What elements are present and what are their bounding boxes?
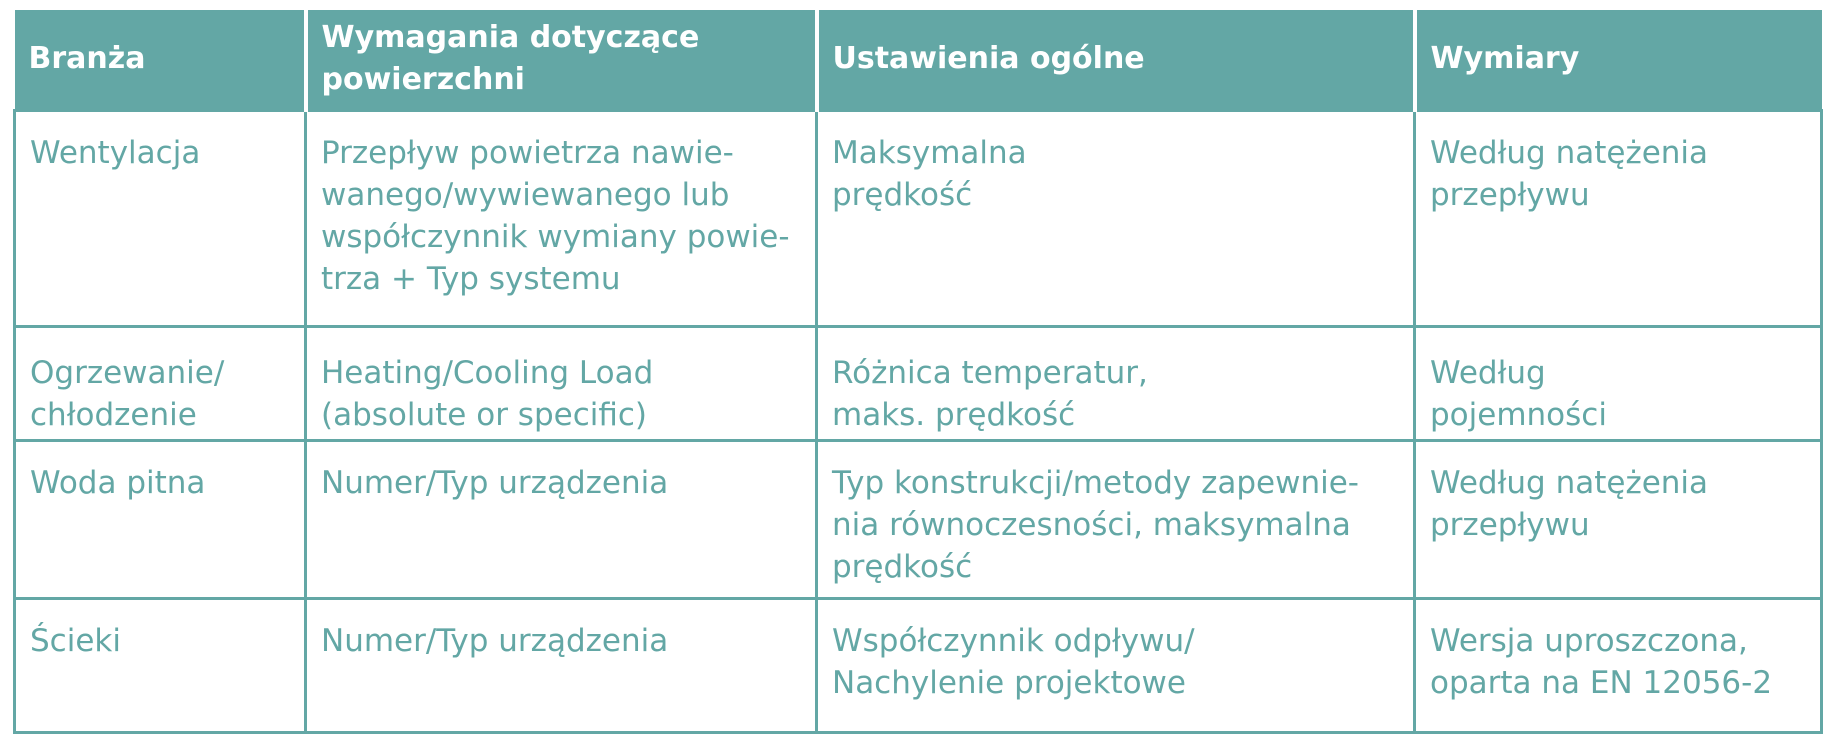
table-cell-branza: Ogrzewanie/ chłodzenie — [15, 326, 306, 440]
table-row — [15, 598, 1822, 732]
table-row — [15, 110, 1822, 326]
table-cell-wymiary: Według pojemności — [1415, 326, 1822, 440]
table-cell-wymagania: Numer/Typ urządzenia — [306, 440, 817, 598]
requirements-table-container — [13, 10, 1820, 734]
table-cell-wymagania: Przepływ powietrza nawie- wanego/wywiewanego lub współczynnik wymiany powie- trza + Typ systemu — [306, 110, 817, 326]
table-cell-ustawienia: Typ konstrukcji/metody zapewnie- nia równoczesności, maksymalna prędkość — [817, 440, 1415, 598]
column-header-ustawienia: Ustawienia ogólne — [817, 10, 1415, 110]
table-cell-wymiary: Według natężenia przepływu — [1415, 110, 1822, 326]
table-cell-ustawienia: Różnica temperatur, maks. prędkość — [817, 326, 1415, 440]
table-cell-branza: Woda pitna — [15, 440, 306, 598]
table-cell-wymagania: Numer/Typ urządzenia — [306, 598, 817, 732]
table-cell-ustawienia: Współczynnik odpływu/ Nachylenie projektowe — [817, 598, 1415, 732]
table-row — [15, 326, 1822, 440]
table-body — [15, 110, 1822, 732]
column-header-branza: Branża — [15, 10, 306, 110]
table-cell-ustawienia: Maksymalna prędkość — [817, 110, 1415, 326]
table-cell-wymiary: Wersja uproszczona, oparta na EN 12056-2 — [1415, 598, 1822, 732]
table-row — [15, 440, 1822, 598]
table-cell-wymagania: Heating/Cooling Load (absolute or specific) — [306, 326, 817, 440]
requirements-table — [13, 10, 1823, 734]
table-cell-branza: Ścieki — [15, 598, 306, 732]
table-cell-branza: Wentylacja — [15, 110, 306, 326]
table-cell-wymiary: Według natężenia przepływu — [1415, 440, 1822, 598]
header-row — [15, 10, 1822, 110]
column-header-wymagania: Wymagania dotyczące powierzchni — [306, 10, 817, 110]
table-header — [15, 10, 1822, 110]
column-header-wymiary: Wymiary — [1415, 10, 1822, 110]
